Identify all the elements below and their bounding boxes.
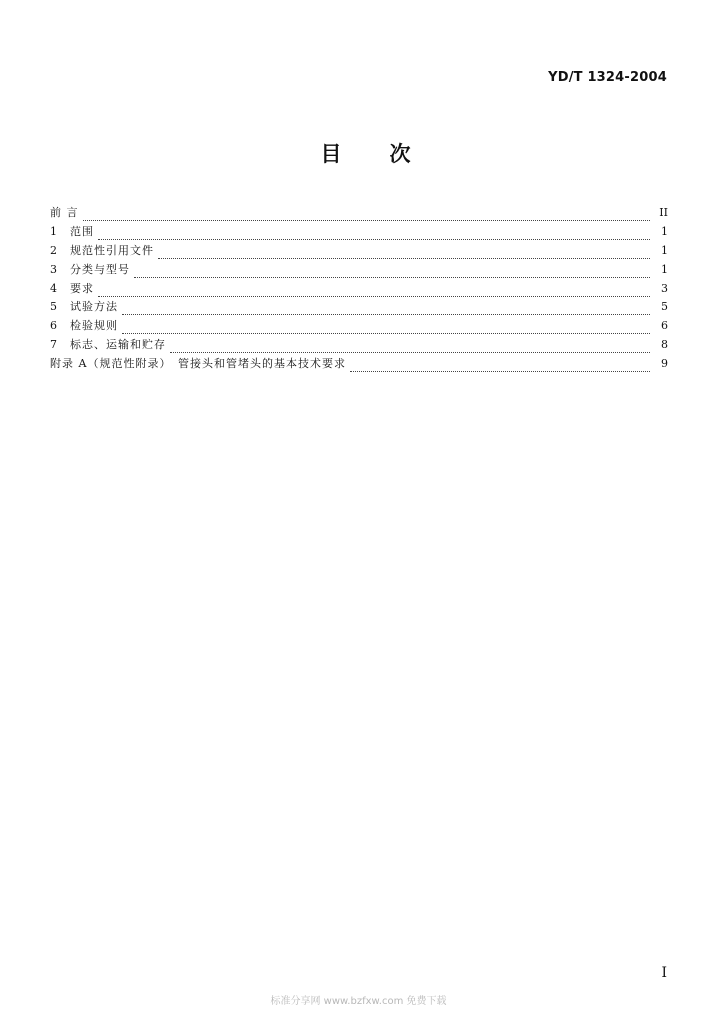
dot-leader (122, 321, 650, 334)
toc-entry-number: 1 (50, 224, 57, 238)
dot-leader (134, 265, 650, 278)
toc-entry-label: 标志、运输和贮存 (70, 338, 166, 352)
dot-leader (98, 227, 650, 240)
toc-entry-foreword[interactable] (50, 204, 668, 223)
toc-entry-number: 4 (50, 281, 57, 295)
toc-entry-normative-references[interactable] (50, 242, 668, 261)
toc-entry-label: 范围 (70, 224, 94, 238)
toc-entry-page: 6 (661, 319, 668, 333)
dot-leader (83, 208, 651, 221)
toc-entry-page: 5 (661, 300, 668, 314)
toc-entry-appendix-a[interactable] (50, 355, 668, 374)
toc-entry-test-methods[interactable] (50, 298, 668, 317)
dot-leader (170, 340, 650, 353)
toc-entry-number: 3 (50, 262, 57, 276)
watermark-text: 标准分享网 www.bzfxw.com 免费下载 (270, 996, 447, 1007)
toc-entry-label: 检验规则 (70, 319, 118, 333)
dot-leader (158, 246, 650, 259)
toc-entry-label: 试验方法 (70, 300, 118, 314)
toc-entry-page: 1 (661, 224, 668, 238)
toc-entry-number: 7 (50, 338, 57, 352)
toc-entry-inspection-rules[interactable] (50, 317, 668, 336)
standard-code: YD/T 1324-2004 (548, 70, 667, 85)
toc-entry-page: II (659, 206, 668, 219)
dot-leader (350, 359, 650, 372)
toc-entry-label: 要求 (70, 281, 94, 295)
title-char-1: 目 (320, 142, 342, 166)
toc-entry-classification[interactable] (50, 261, 668, 280)
toc-entry-page: 8 (661, 338, 668, 352)
table-of-contents (50, 204, 668, 374)
toc-entry-scope[interactable] (50, 223, 668, 242)
toc-entry-number: 5 (50, 300, 57, 314)
toc-entry-number: 2 (50, 243, 57, 257)
toc-entry-requirements[interactable] (50, 280, 668, 299)
title-char-2: 次 (389, 142, 411, 166)
toc-entry-page: 1 (661, 262, 668, 276)
toc-entry-page: 3 (661, 281, 668, 295)
toc-entry-number: 6 (50, 319, 57, 333)
toc-entry-label: 规范性引用文件 (70, 243, 154, 257)
page-number: I (661, 965, 667, 981)
toc-entry-page: 9 (661, 357, 668, 371)
toc-entry-marking-transport-storage[interactable] (50, 336, 668, 355)
toc-entry-label: 分类与型号 (70, 262, 130, 276)
page-title (0, 138, 717, 168)
toc-entry-page: 1 (661, 243, 668, 257)
dot-leader (122, 302, 650, 315)
dot-leader (98, 284, 650, 297)
toc-entry-label: 前 言 (50, 206, 79, 219)
toc-entry-label: 附录 A（规范性附录） 管接头和管堵头的基本技术要求 (50, 357, 346, 371)
